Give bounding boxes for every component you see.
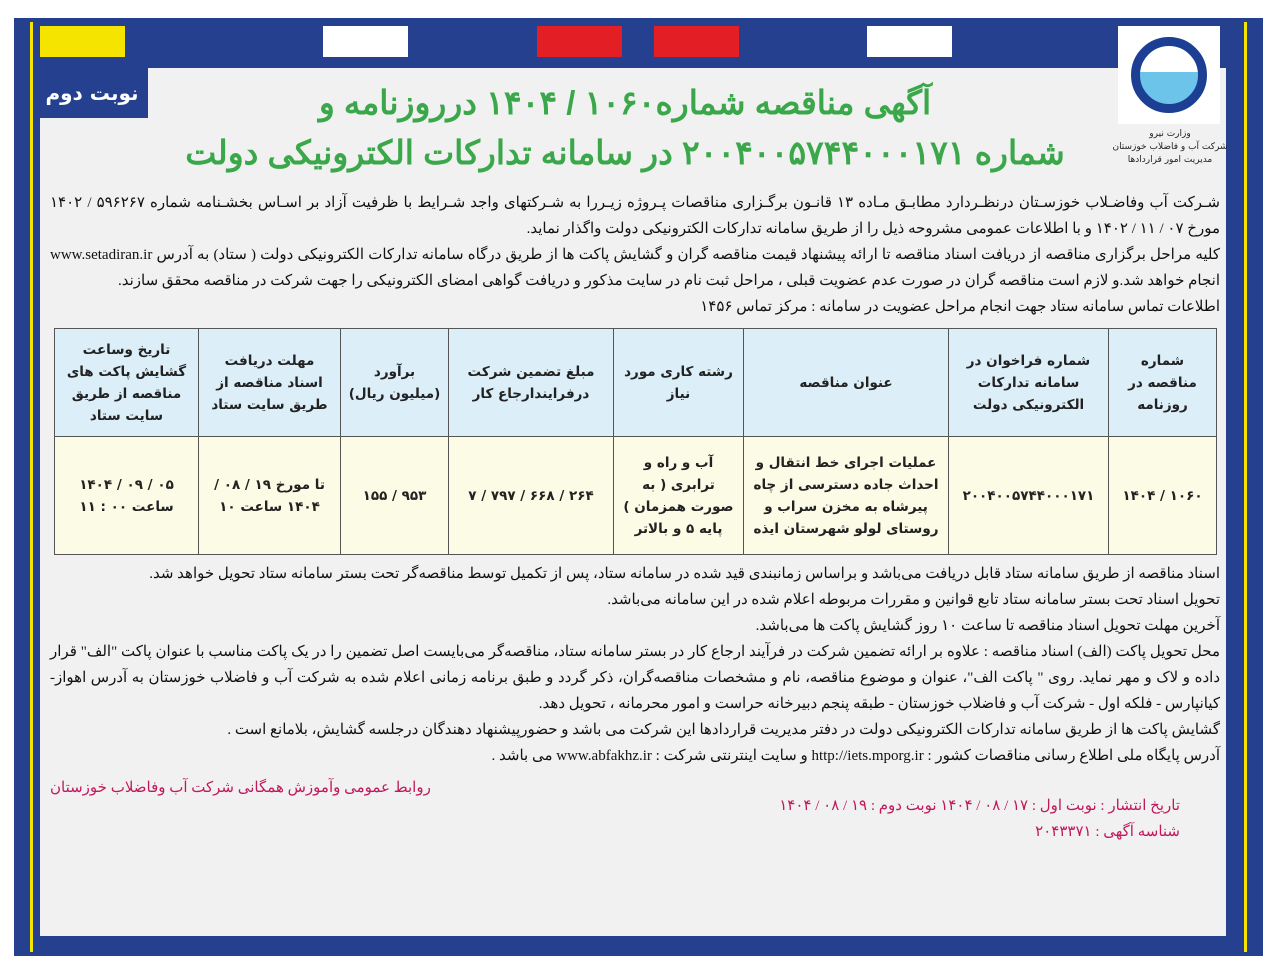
red-block <box>537 26 622 57</box>
white-block <box>323 26 408 57</box>
note: آخرین مهلت تحویل اسناد مناقصه تا ساعت ۱۰ روز گشایش پاکت ها می‌باشد. <box>755 618 1220 634</box>
cell-field: آب و راه و ترابری ( به صورت همزمان ) پایه ۵ و بالاتر <box>614 437 744 555</box>
table-row <box>55 437 1217 555</box>
title-line-1: آگهی مناقصه شماره۱۰۶۰ / ۱۴۰۴ درروزنامه و <box>318 84 932 121</box>
note: تحویل اسناد تحت بستر سامانه ستاد تابع قوانین و مقررات مربوطه اعلام شده در این سامانه می‌باشد. <box>607 592 1220 608</box>
white-block <box>867 26 952 57</box>
publish-info <box>779 793 1220 845</box>
col-header: تاریخ وساعت گشایش پاکت های مناقصه از طریق سایت ستاد <box>55 329 199 437</box>
intro-paragraph: کلیه مراحل برگزاری مناقصه از دریافت اسناد مناقصه تا ارائه پیشنهاد قیمت مناقصه گران و گشایش پاکت ها از طریق درگاه سامانه تدارکات الکترونیکی دولت ( ستاد) به آدرس www.setadiran.ir انجام خواهد شد.و لازم است مناقصه گران در صورت عدم عضویت قبلی ، مراحل ثبت نام در سایت مذکور و دریافت گواهی امضای الکترونیکی را جهت شرکت در مناقصه محقق سازند. <box>50 247 1220 289</box>
note: گشایش پاکت ها از طریق سامانه تدارکات الکترونیکی دولت در دفتر مدیریت قراردادها این شرکت می باشد و حضورپیشنهاد دهندگان درجلسه گشایش، بلامانع است . <box>227 722 1220 738</box>
cell-estimate: ۹۵۳ / ۱۵۵ <box>341 437 449 555</box>
contact-info: اطلاعات تماس سامانه ستاد جهت انجام مراحل عضویت در سامانه : مرکز تماس ۱۴۵۶ <box>700 299 1220 315</box>
yellow-block <box>40 26 125 57</box>
publish-dates: تاریخ انتشار : نوبت اول : ۱۷ / ۰۸ / ۱۴۰۴ نوبت دوم : ۱۹ / ۰۸ / ۱۴۰۴ <box>779 798 1180 814</box>
ad-id: شناسه آگهی : ۲۰۴۳۳۷۱ <box>1035 824 1180 840</box>
second-round-badge: نوبت دوم <box>36 68 148 118</box>
title-line-2: شماره ۲۰۰۴۰۰۵۷۴۴۰۰۰۱۷۱ در سامانه تدارکات الکترونیکی دولت <box>185 134 1065 171</box>
logo-line: مدیریت امور قراردادها <box>1127 155 1213 165</box>
ad-body <box>50 78 1220 845</box>
col-header: برآورد (میلیون ریال) <box>341 329 449 437</box>
cell-opening: ۰۵ / ۰۹ / ۱۴۰۴ ساعت ۰۰ : ۱۱ <box>55 437 199 555</box>
cell-call-number: ۲۰۰۴۰۰۵۷۴۴۰۰۰۱۷۱ <box>949 437 1109 555</box>
note: اسناد مناقصه از طریق سامانه ستاد قابل دریافت می‌باشد و براساس زمانبندی قید شده در سامانه ستاد، پس از تکمیل توسط مناقصه‌گر تحت بستر سامانه ستاد تحویل خواهد شد. <box>149 566 1220 582</box>
ad-footer <box>50 775 1220 845</box>
col-header: مبلغ تضمین شرکت درفرایندارجاع کار <box>449 329 614 437</box>
table-header-row <box>55 329 1217 437</box>
cell-title: عملیات اجرای خط انتقال و احداث جاده دسترسی از چاه پیرشاه به مخزن سراب و روستای لولو شهرستان ایذه <box>744 437 949 555</box>
intro-paragraph: شـرکت آب وفاضـلاب خوزسـتان درنظـردارد مطابـق مـاده ۱۳ قانـون برگـزاری مناقصات پـروژه زیـررا به شـرکتهای واجد شـرایط با ظرفیت آزاد بر اسـاس بخشـنامه شماره ۵۹۶۲۶۷ / ۱۴۰۲ مورخ ۰۷ / ۱۱ / ۱۴۰۲ و با اطلاعات عمومی مشروحه ذیل را از طریق سامانه تدارکات الکترونیکی دولت واگذار نماید. <box>50 195 1220 237</box>
col-header: شماره مناقصه در روزنامه <box>1109 329 1217 437</box>
col-header: عنوان مناقصه <box>744 329 949 437</box>
note: محل تحویل پاکت (الف) اسناد مناقصه : علاوه بر ارائه تضمین شرکت در فرآیند ارجاع کار در بستر سامانه ستاد، مناقصه‌گر می‌بایست اصل تضمین را در یک پاکت مناسب با عنوان پاکت "الف" قرار داده و لاک و مهر نماید. روی " پاکت الف"، عنوان و موضوع مناقصه، نام و مشخصات مناقصه‌گران، ذکر گردد و طبق برنامه زمانی اعلام شده به شرکت آب و فاضلاب خوزستان به آدرس اهواز- کیانپارس - فلکه اول - شرکت آب و فاضلاب خوزستان - طبقه پنجم دبیرخانه حراست و امور محرمانه ، تحویل دهد. <box>50 644 1220 712</box>
red-block <box>654 26 739 57</box>
tender-table <box>54 328 1217 555</box>
public-relations: روابط عمومی وآموزش همگانی شرکت آب وفاضلاب خوزستان <box>50 780 431 796</box>
logo-line: شرکت آب و فاضلاب خوزستان <box>1112 142 1228 152</box>
note: آدرس پایگاه ملی اطلاع رسانی مناقصات کشور : http://iets.mporg.ir و سایت اینترنتی شرکت : www.abfakhz.ir می باشد . <box>491 748 1220 764</box>
notes <box>50 561 1220 769</box>
cell-guarantee: ۲۶۴ / ۶۶۸ / ۷۹۷ / ۷ <box>449 437 614 555</box>
intro-text <box>50 190 1220 320</box>
ad-title <box>160 78 1090 178</box>
col-header: مهلت دریافت اسناد مناقصه از طریق سایت ستاد <box>199 329 341 437</box>
cell-deadline: تا مورخ ۱۹ / ۰۸ / ۱۴۰۴ ساعت ۱۰ <box>199 437 341 555</box>
logo-line: وزارت نیرو <box>1149 129 1191 139</box>
col-header: شماره فراخوان در سامانه تدارکات الکترونیکی دولت <box>949 329 1109 437</box>
cell-newspaper-number: ۱۰۶۰ / ۱۴۰۴ <box>1109 437 1217 555</box>
col-header: رشته کاری مورد نیاز <box>614 329 744 437</box>
